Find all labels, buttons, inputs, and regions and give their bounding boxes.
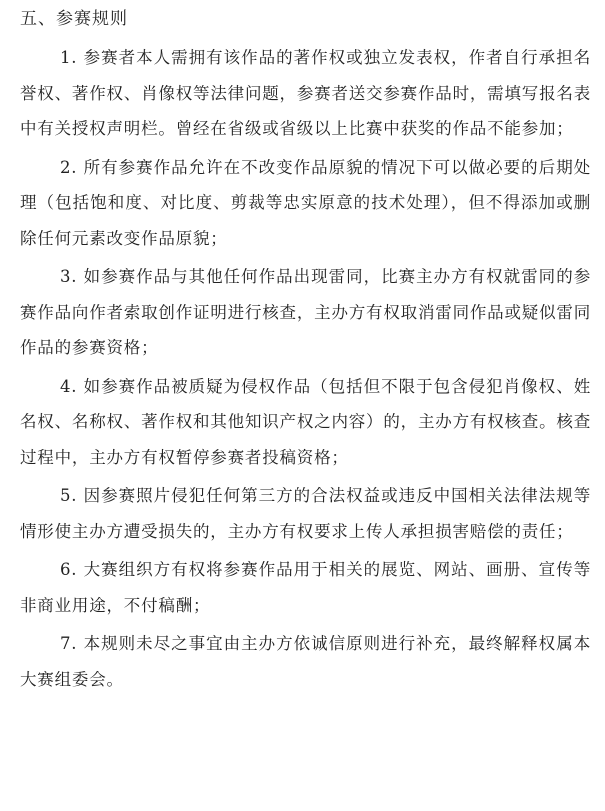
rule-paragraph-2: 2. 所有参赛作品允许在不改变作品原貌的情况下可以做必要的后期处理（包括饱和度、对比度、剪裁等忠实原意的技术处理），但不得添加或删除任何元素改变作品原貌； [20, 157, 591, 248]
rule-paragraph-5: 5. 因参赛照片侵犯任何第三方的合法权益或违反中国相关法律法规等情形使主办方遭受损失的，主办方有权要求上传人承担损害赔偿的责任； [20, 486, 591, 541]
rule-paragraph-7: 7. 本规则未尽之事宜由主办方依诚信原则进行补充，最终解释权属本大赛组委会。 [20, 634, 591, 689]
rule-paragraph-1: 1. 参赛者本人需拥有该作品的著作权或独立发表权，作者自行承担名誉权、著作权、肖像权等法律问题，参赛者送交参赛作品时，需填写报名表中有关授权声明栏。曾经在省级或省级以上比赛中获奖的作品不能参加； [20, 48, 591, 138]
rule-paragraph-3: 3. 如参赛作品与其他任何作品出现雷同，比赛主办方有权就雷同的参赛作品向作者索取创作证明进行核查，主办方有权取消雷同作品或疑似雷同作品的参赛资格； [20, 267, 591, 357]
section-title: 五、参赛规则 [20, 9, 128, 29]
rule-paragraph-4: 4. 如参赛作品被质疑为侵权作品（包括但不限于包含侵犯肖像权、姓名权、名称权、著作权和其他知识产权之内容）的，主办方有权核查。核查过程中，主办方有权暂停参赛者投稿资格； [20, 376, 591, 467]
rule-paragraph-6: 6. 大赛组织方有权将参赛作品用于相关的展览、网站、画册、宣传等非商业用途，不付稿酬； [20, 560, 591, 615]
